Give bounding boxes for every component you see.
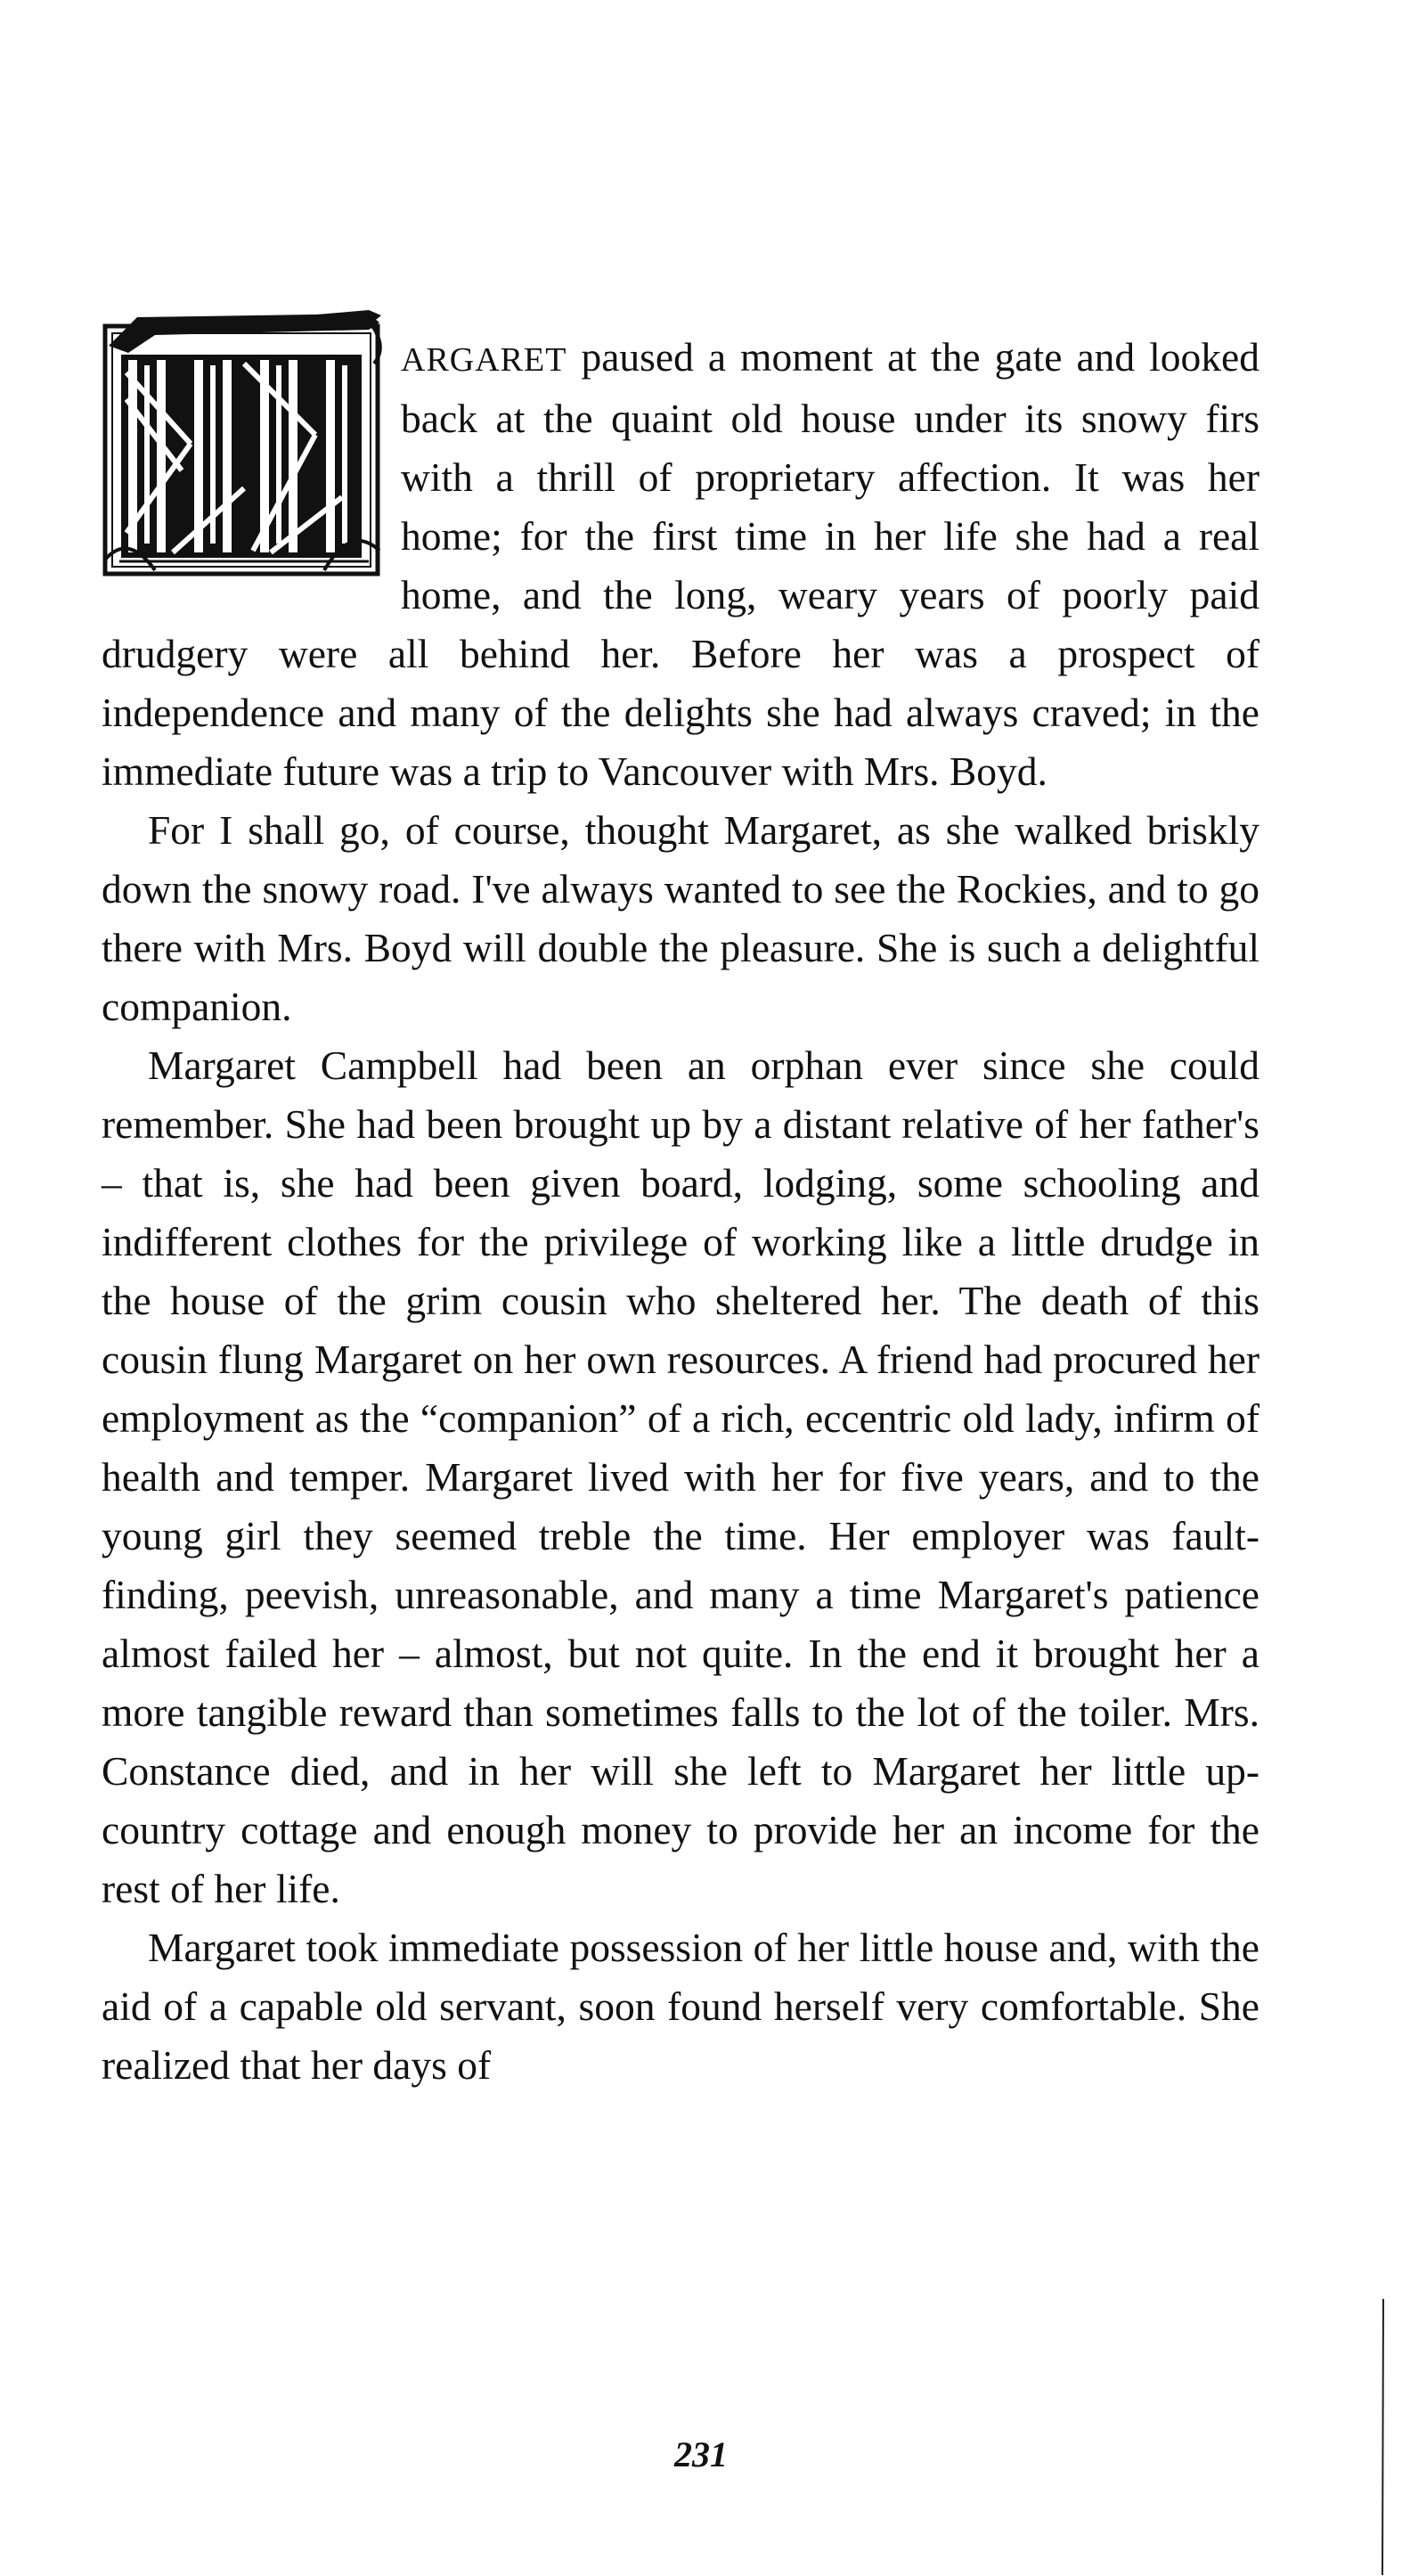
opening-small-caps: ARGARET bbox=[401, 341, 567, 379]
body-text bbox=[102, 328, 1259, 2095]
drop-cap bbox=[102, 310, 385, 577]
paragraph-3: Margaret Campbell had been an orphan ever since she could remember. She had been brought up by a distant relative of her father's – that is, she had been given board, lodging, some schooling and indifferent clothes for the privilege of working like a little drudge in the house of the grim cousin who sheltered her. The death of this cousin flung Margaret on her own resources. A friend had procured her employment as the “companion” of a rich, eccentric old lady, infirm of health and temper. Margaret lived with her for five years, and to the young girl they seemed treble the time. Her employer was fault-finding, peevish, unreasonable, and many a time Margaret's patience almost failed her – almost, but not quite. In the end it brought her a more tangible reward than sometimes falls to the lot of the toiler. Mrs. Constance died, and in her will she left to Margaret her little up-country cottage and enough money to provide her an income for the rest of her life. bbox=[102, 1043, 1259, 1911]
paragraph-1-text: paused a moment at the gate and looked back at the quaint old house under its snowy firs with a thrill of proprietary affection. It was her home; for the first time in her life she had a real home, and the long, weary years of poorly paid drudgery were all behind her. Before her was a prospect of independence and many of the delights she had always craved; in the immediate future was a trip to Vancouver with Mrs. Boyd. bbox=[102, 334, 1259, 794]
paragraph-2: For I shall go, of course, thought Margaret, as she walked briskly down the snowy road. I've always wanted to see the Rockies, and to go there with Mrs. Boyd will double the pleasure. She is such a delightful companion. bbox=[102, 807, 1259, 1029]
page-edge-line bbox=[1382, 2299, 1384, 2575]
page-number: 231 bbox=[674, 2434, 728, 2474]
ornamental-initial-m-icon bbox=[102, 310, 385, 577]
paragraph-4: Margaret took immediate possession of her little house and, with the aid of a capable old servant, soon found herself very comfortable. She realized that her days of bbox=[102, 1925, 1259, 2088]
